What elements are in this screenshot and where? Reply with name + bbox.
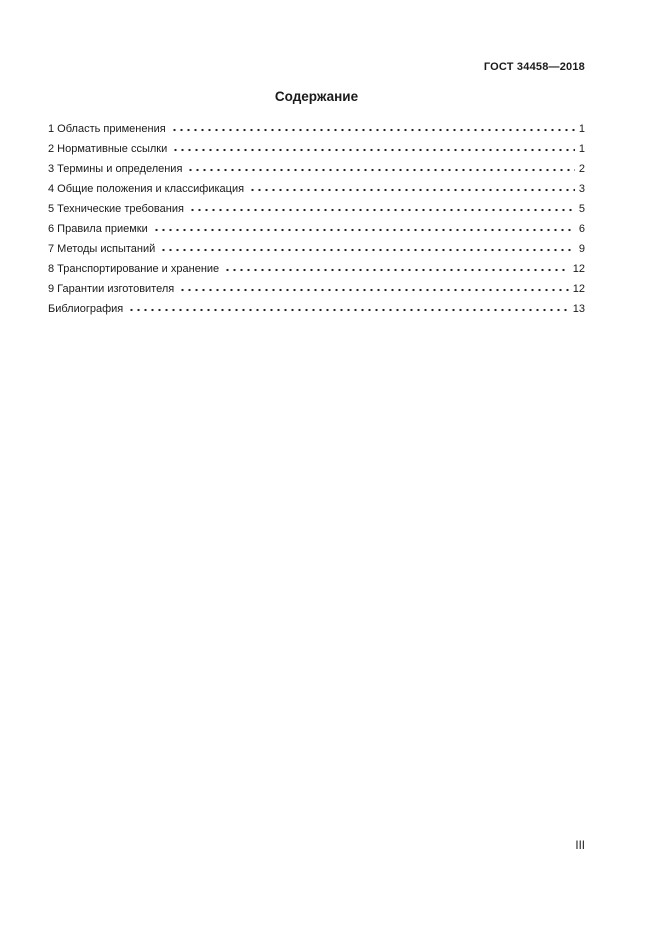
toc-entry	[48, 219, 585, 239]
toc-page-number: 13	[572, 303, 585, 315]
doc-number: ГОСТ 34458—2018	[483, 61, 585, 73]
toc-label: 1 Область применения	[48, 123, 166, 135]
toc-label: 5 Технические требования	[48, 203, 184, 215]
page-footer	[48, 840, 585, 852]
toc-label: 7 Методы испытаний	[48, 243, 156, 255]
toc-page-number: 9	[578, 243, 585, 255]
dot-leader	[249, 188, 575, 192]
toc-entry	[48, 159, 585, 179]
page-title: Содержание	[274, 89, 359, 104]
dot-leader	[128, 308, 569, 312]
toc-page-number: 2	[578, 163, 585, 175]
toc-page-number: 1	[578, 123, 585, 135]
toc-entry	[48, 119, 585, 139]
dot-leader	[160, 248, 575, 252]
toc-label: 3 Термины и определения	[48, 163, 183, 175]
dot-leader	[172, 148, 575, 152]
toc-page-number: 1	[578, 143, 585, 155]
toc-entry	[48, 259, 585, 279]
page-number: III	[575, 840, 585, 852]
dot-leader	[179, 288, 569, 292]
toc-entry	[48, 139, 585, 159]
doc-header	[48, 61, 585, 73]
toc-label: 4 Общие положения и классификация	[48, 183, 245, 195]
dot-leader	[187, 168, 574, 172]
toc-entry	[48, 199, 585, 219]
toc-label: 6 Правила приемки	[48, 223, 148, 235]
dot-leader	[153, 228, 575, 232]
toc-label: Библиография	[48, 303, 124, 315]
toc-entry	[48, 239, 585, 259]
dot-leader	[171, 128, 575, 132]
toc-label: 2 Нормативные ссылки	[48, 143, 168, 155]
dot-leader	[189, 208, 575, 212]
toc-page-number: 3	[578, 183, 585, 195]
toc-label: 9 Гарантии изготовителя	[48, 283, 175, 295]
toc-page-number: 12	[572, 283, 585, 295]
toc-label: 8 Транспортирование и хранение	[48, 263, 220, 275]
toc-entry	[48, 279, 585, 299]
toc-page-number: 12	[572, 263, 585, 275]
table-of-contents	[48, 119, 585, 319]
toc-entry	[48, 299, 585, 319]
toc-page-number: 6	[578, 223, 585, 235]
dot-leader	[224, 268, 569, 272]
toc-entry	[48, 179, 585, 199]
toc-page-number: 5	[578, 203, 585, 215]
